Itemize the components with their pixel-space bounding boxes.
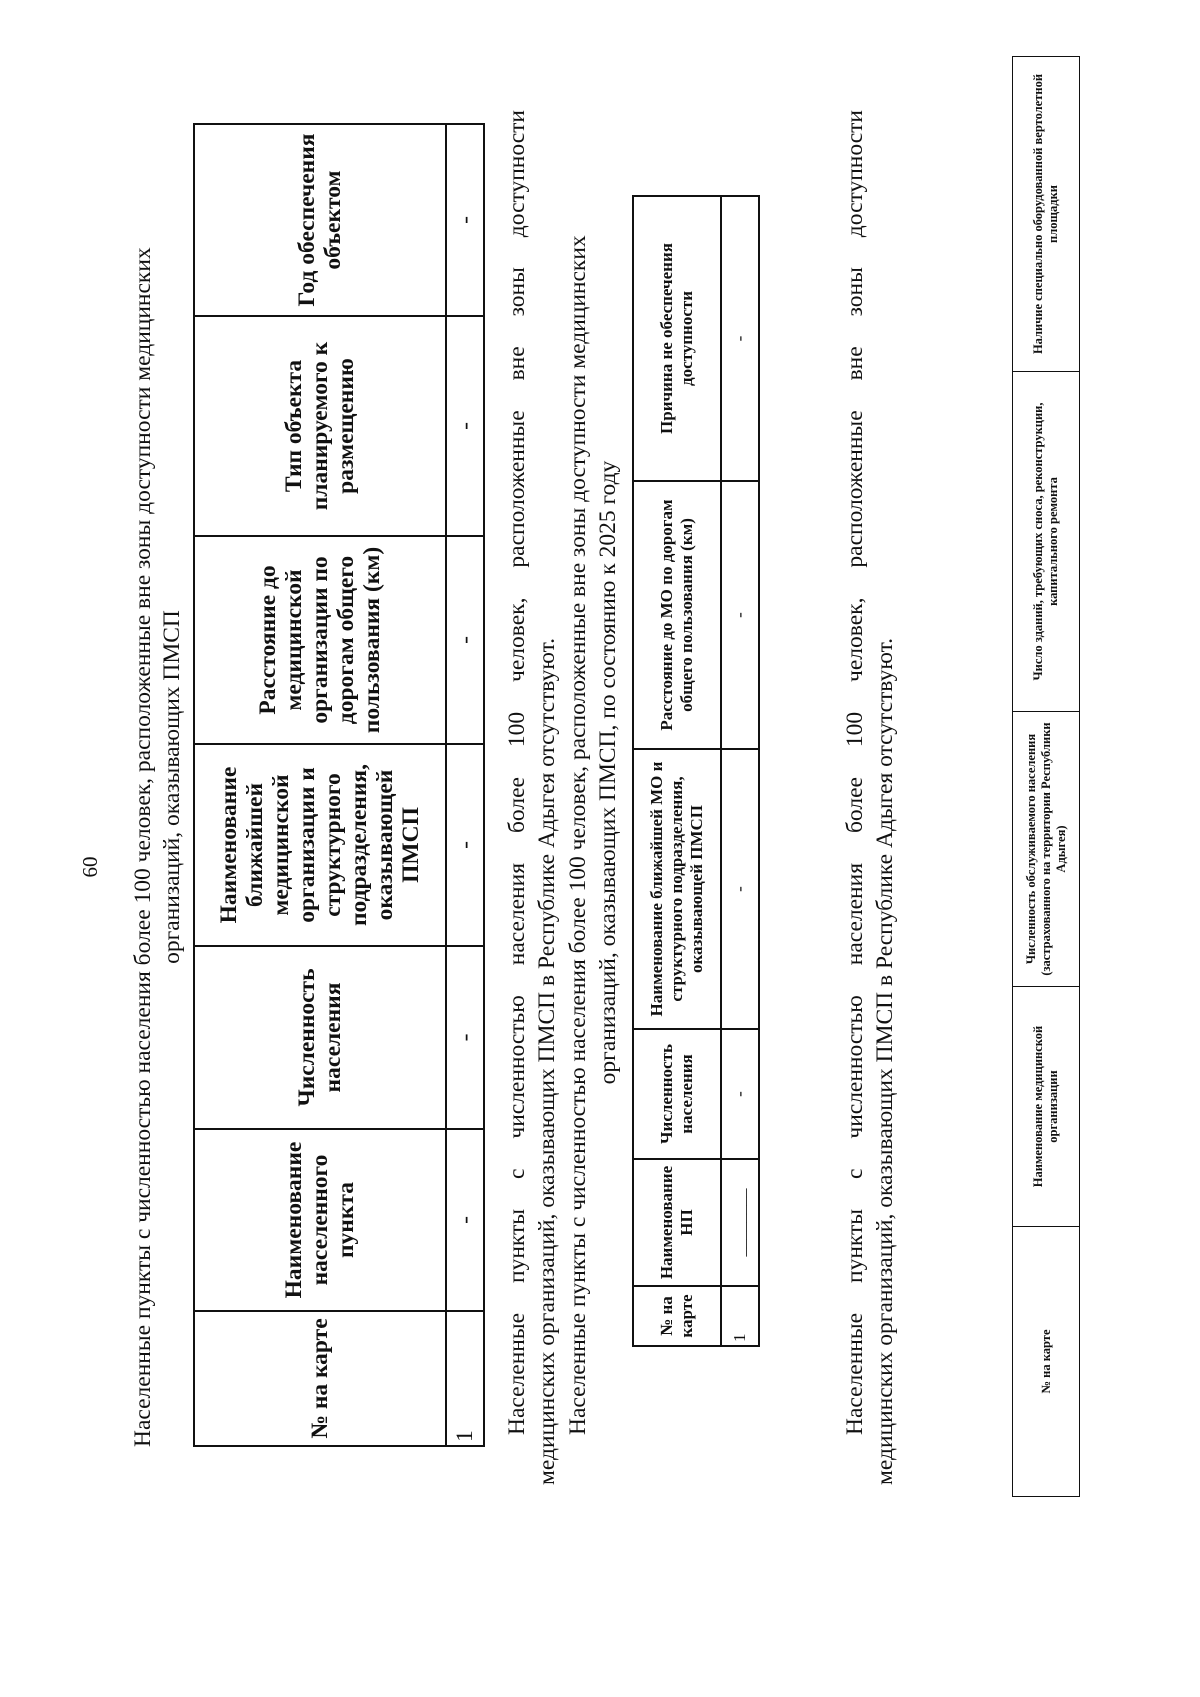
table-row: [721, 196, 759, 1346]
cell-distance: -: [446, 536, 484, 744]
col-reason: Причина не обеспечения доступности: [633, 196, 721, 481]
paragraph1-line2: медицинских организаций, оказывающих ПМСП в Республике Адыгея отсутствуют.: [534, 638, 560, 1485]
table-header-row: [194, 124, 446, 1446]
paragraph2-line1: Населенные пункты с численностью населения более 100 человек, расположенные вне зоны доступности: [842, 110, 868, 1435]
cell-distance: -: [721, 481, 759, 749]
cell-year: -: [446, 124, 484, 316]
col-nearest-organization: Наименование ближайшей МО и структурного подразделения, оказывающей ПМСП: [633, 749, 721, 1029]
table-row: [446, 124, 484, 1446]
cell-map-number: 1: [446, 1311, 484, 1446]
table-header-row: [633, 196, 721, 1346]
page-number: 60: [78, 856, 102, 878]
cell-population: -: [446, 946, 484, 1129]
cell-map-number: 1: [721, 1286, 759, 1346]
section2-heading: Населенные пункты с численностью населения более 100 человек, расположенные вне зоны доступности медицинских: [565, 235, 591, 1435]
cell-nearest-organization: -: [446, 744, 484, 946]
col-year: Год обеспечения объектом: [194, 124, 446, 316]
col-map-number: № на карте: [194, 1311, 446, 1446]
col-settlement-name: Наименование НП: [633, 1159, 721, 1286]
col-settlement-name: Наименование населенного пункта: [194, 1129, 446, 1311]
table-medical-organizations: [1012, 56, 1080, 1497]
section2-heading-line2: организаций, оказывающих ПМСП, по состоянию к 2025 году: [595, 460, 621, 1085]
col-nearest-organization: Наименование ближайшей медицинской организации и структурного подразделения, оказывающей ПМСП: [194, 744, 446, 946]
col-helipad: Наличие специально оборудованной вертолетной площадки: [1013, 57, 1080, 372]
col-object-type: Тип объекта планируемого к размещению: [194, 316, 446, 536]
cell-nearest-organization: -: [721, 749, 759, 1029]
table-settlements-2025: [632, 195, 760, 1347]
col-population: Численность населения: [194, 946, 446, 1129]
col-population: Численность населения: [633, 1029, 721, 1159]
col-organization-name: Наименование медицинской организации: [1013, 987, 1080, 1227]
cell-settlement-name: -: [446, 1129, 484, 1311]
col-distance: Расстояние до медицинской организации по дорогам общего пользования (км): [194, 536, 446, 744]
cell-population: -: [721, 1029, 759, 1159]
table-header-row: [1013, 57, 1080, 1497]
col-distance: Расстояние до МО по дорогам общего пользования (км): [633, 481, 721, 749]
paragraph2-line2: медицинских организаций, оказывающих ПМСП в Республике Адыгея отсутствуют.: [872, 638, 898, 1485]
section1-heading-line2: организаций, оказывающих ПМСП: [159, 610, 185, 964]
cell-object-type: -: [446, 316, 484, 536]
cell-settlement-name: ________: [721, 1159, 759, 1286]
cell-reason: -: [721, 196, 759, 481]
col-map-number: № на карте: [633, 1286, 721, 1346]
col-buildings-count: Число зданий, требующих сноса, реконструкции, капитального ремонта: [1013, 372, 1080, 712]
paragraph1-line1: Населенные пункты с численностью населения более 100 человек, расположенные вне зоны доступности: [504, 110, 530, 1435]
section1-heading: Населенные пункты с численностью населения более 100 человек, расположенные вне зоны доступности медицинских: [130, 247, 156, 1447]
col-map-number: № на карте: [1013, 1227, 1080, 1497]
table-settlements: [193, 123, 485, 1447]
col-served-population: Численность обслуживаемого населения (застрахованного на территории Республики Адыгея): [1013, 712, 1080, 987]
